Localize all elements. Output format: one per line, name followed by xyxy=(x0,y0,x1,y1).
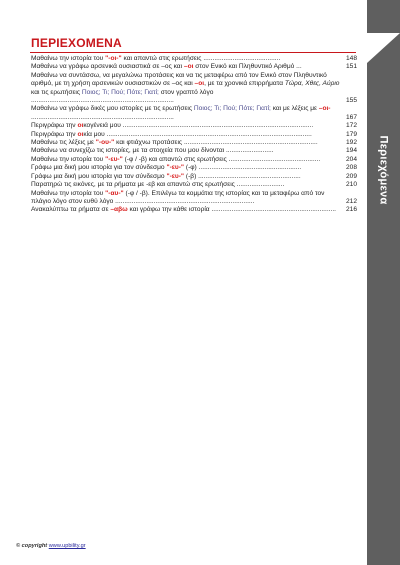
toc-page-number: 216 xyxy=(345,206,357,214)
entry-text-segment: Μαθαίνω να συνεχίζω τις ιστορίες, με τα στοιχεία που μου δίνονται xyxy=(31,147,226,155)
entry-text-segment: και γράφω την κάθε ιστορία xyxy=(127,206,212,214)
dot-leader: ......................................................................... xyxy=(183,139,318,147)
toc-entry-text xyxy=(31,206,345,214)
toc-page-number: 209 xyxy=(345,172,357,180)
entry-text-segment: Μαθαίνω την ιστορία του xyxy=(31,155,106,163)
highlighted-letters: –οι xyxy=(183,63,194,71)
dot-leader: ........................................................ xyxy=(198,172,301,180)
copyright-notice xyxy=(16,543,86,549)
entry-text-segment: και φτιάχνω προτάσεις xyxy=(114,139,184,147)
question-words: Ποιος; Τι; Πού; Πότε; Γιατί; xyxy=(193,105,271,113)
dot-leader: .................................................. xyxy=(228,155,321,163)
page-title: ΠΕΡΙΕΧΟΜΕΝΑ xyxy=(31,36,122,50)
entry-text-segment: και τις ερωτήσεις xyxy=(31,88,82,96)
toc-entry[interactable] xyxy=(31,63,357,71)
dot-leader: .......................... xyxy=(225,147,274,155)
toc-entry-text xyxy=(31,190,345,207)
toc-entry[interactable] xyxy=(31,72,357,106)
toc-entry[interactable] xyxy=(31,173,357,181)
toc-page-number: 179 xyxy=(345,130,357,138)
dot-leader: .............................................................................. xyxy=(31,113,174,121)
highlighted-letters: "-ου-" xyxy=(95,139,115,147)
highlighted-letters: –οι- xyxy=(318,105,331,113)
highlighted-letters: οι xyxy=(77,122,84,130)
toc-page-number: 167 xyxy=(345,113,357,121)
copyright-label: © copyright xyxy=(16,543,48,549)
highlighted-letters: "-ευ-" xyxy=(105,155,123,163)
dot-leader: ................................................................................................................ xyxy=(106,130,312,138)
dot-leader: ........................................................ xyxy=(198,164,302,172)
entry-text-segment: και με λέξεις με xyxy=(270,105,319,113)
toc-page-number: 204 xyxy=(345,155,357,163)
toc-entry-text xyxy=(31,122,345,130)
side-tab-label: Περιεχόμενα xyxy=(378,135,391,205)
entry-text-segment: Γράφω μια δική μου ιστορία για τον σύνδεσμο xyxy=(31,164,167,172)
toc-entry-text xyxy=(31,181,345,189)
highlighted-letters: –οι xyxy=(194,80,205,88)
dot-leader: ............................................................................ xyxy=(115,197,255,205)
dot-leader: .......................... xyxy=(236,181,285,189)
highlighted-letters: "-ευ-" xyxy=(166,164,185,172)
highlighted-letters: οι xyxy=(77,130,84,138)
entry-text-segment: Ανακαλύπτω τα ρήματα σε xyxy=(31,206,111,214)
toc-entry[interactable] xyxy=(31,181,357,189)
entry-text-segment: Περιγράφω την xyxy=(31,122,78,130)
entry-text-segment: Περιγράφω την xyxy=(31,130,78,138)
entry-text-segment: Μαθαίνω να γράφω δικές μου ιστορίες με τις ερωτήσεις xyxy=(31,105,194,113)
entry-text-segment: (-β) xyxy=(184,172,199,180)
side-tab xyxy=(367,0,400,565)
highlighted-letters: "-οι-" xyxy=(105,55,122,62)
toc-page-number: 148 xyxy=(345,55,357,62)
toc-entry[interactable] xyxy=(31,164,357,172)
toc-entry-text xyxy=(31,72,345,106)
toc-entry[interactable] xyxy=(31,147,357,155)
entry-text-segment: , με τα χρονικά επιρρήματα xyxy=(204,80,285,88)
copyright-url[interactable]: www.upbility.gr xyxy=(48,543,86,549)
entry-text-segment: Μαθαίνω να συντάσσω, να μεγαλώνω προτάσεις και να τις μεταφέρω από τον Ενικό στον Πληθυντικό αριθμό, με τη χρήση αρσενικών ουσιαστικών σε –ος και xyxy=(31,71,327,88)
entry-text-segment: Μαθαίνω τις λέξεις με xyxy=(31,139,96,147)
entry-text-segment: στον Ενικό και Πληθυντικό Αριθμό xyxy=(193,63,297,71)
title-underline xyxy=(30,52,356,53)
highlighted-letters: –αβω xyxy=(110,206,128,214)
highlighted-letters: "-αυ-" xyxy=(105,189,124,197)
entry-text-segment: (-φ / -β) και απαντώ στις ερωτήσεις xyxy=(122,155,229,163)
entry-text-segment: (-φ / -β). Επιλέγω τα κομμάτια της ιστορίας και τα μεταφέρω από τον πλάγιο λόγο στον ευθύ λόγο xyxy=(31,189,325,205)
dot-leader: ........................................................................................................ xyxy=(122,122,314,130)
entry-text-segment: και απαντώ στις ερωτήσεις xyxy=(121,55,204,62)
toc-page-number: 151 xyxy=(345,63,357,71)
entry-text-segment: Γράφω μια δική μου ιστορία για τον σύνδεσμο xyxy=(31,172,167,180)
toc-page-number: 208 xyxy=(345,164,357,172)
table-of-contents xyxy=(31,55,357,215)
toc-entry-text xyxy=(31,63,345,71)
emphasis-text: Τώρα, Χθες, Αύριο xyxy=(284,80,340,88)
toc-entry[interactable] xyxy=(31,206,357,214)
entry-text-segment: Παρατηρώ τις εικόνες, με τα ρήματα με -εβ και απαντώ στις ερωτήσεις xyxy=(31,181,237,189)
dot-leader: ... xyxy=(296,63,302,71)
entry-text-segment: στον γραπτό λόγο xyxy=(158,88,214,96)
toc-page-number: 172 xyxy=(345,122,357,130)
toc-page-number: 210 xyxy=(345,181,357,189)
toc-entry-text xyxy=(31,173,345,181)
dot-leader: .............................................................................. xyxy=(31,97,174,105)
side-tab-notch xyxy=(367,33,400,63)
toc-entry[interactable] xyxy=(31,122,357,130)
dot-leader: .................................................................... xyxy=(211,206,337,214)
dot-leader: .......................................... xyxy=(203,55,281,62)
toc-entry-text xyxy=(31,164,345,172)
entry-text-segment: Μαθαίνω την ιστορία του xyxy=(31,55,106,62)
toc-page-number: 212 xyxy=(345,197,357,205)
entry-text-segment: κία μου xyxy=(83,130,107,138)
toc-entry[interactable] xyxy=(31,190,357,207)
toc-entry[interactable] xyxy=(31,131,357,139)
toc-entry[interactable] xyxy=(31,105,357,122)
toc-entry-text xyxy=(31,147,345,155)
entry-text-segment: (-φ) xyxy=(184,164,199,172)
question-words: Ποιος; Τι; Πού; Πότε; Γιατί; xyxy=(81,88,159,96)
entry-text-segment: Μαθαίνω να γράφω αρσενικά ουσιαστικά σε –ος και xyxy=(31,63,184,71)
toc-entry-text xyxy=(31,105,345,122)
toc-entry-text xyxy=(31,131,345,139)
entry-text-segment: κογένειά μου xyxy=(83,122,123,130)
entry-text-segment: Μαθαίνω την ιστορία του xyxy=(31,189,106,197)
highlighted-letters: "-ευ-" xyxy=(166,172,185,180)
toc-page-number: 192 xyxy=(345,139,357,147)
toc-page-number: 194 xyxy=(345,147,357,155)
toc-page-number: 155 xyxy=(345,97,357,105)
